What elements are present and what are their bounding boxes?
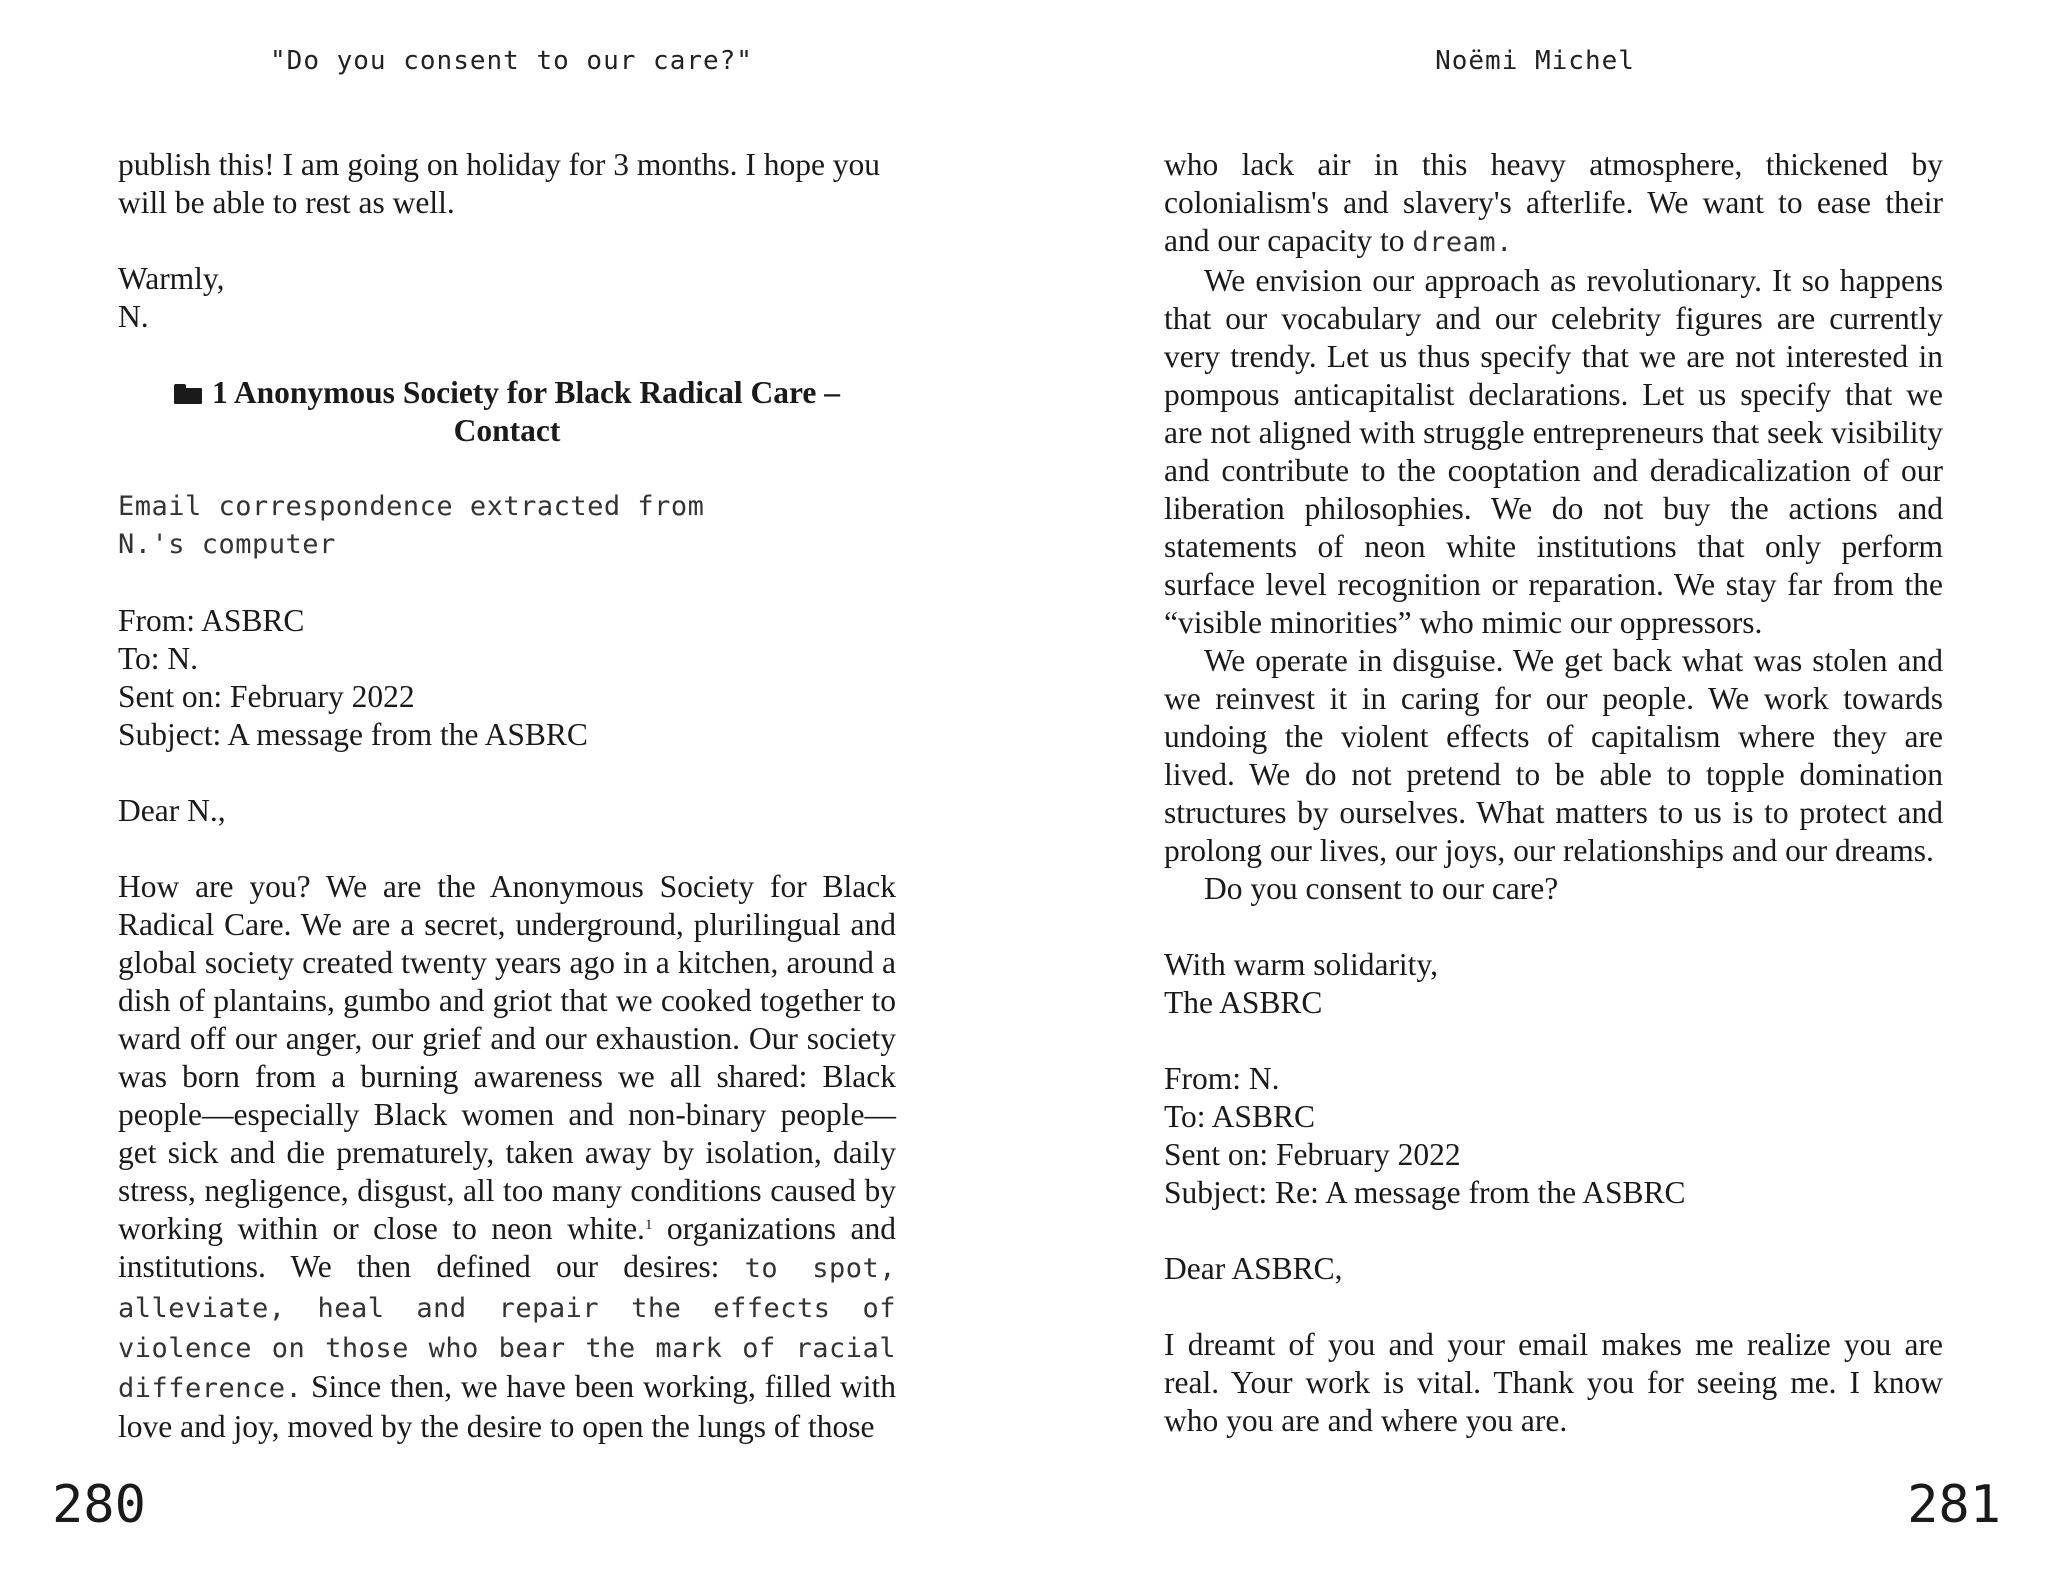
right-page [1023,0,2047,1575]
left-page [0,0,1023,1575]
email1-sent: Sent on: February 2022 [118,679,415,714]
signature-asbrc: The ASBRC [1164,985,1323,1020]
email1-subject: Subject: A message from the ASBRC [118,717,588,752]
opening-line-2: will be able to rest as well. [118,185,455,220]
email2-sent: Sent on: February 2022 [1164,1137,1461,1172]
page-number-right: 281 [1907,1475,2001,1535]
email2-subject: Subject: Re: A message from the ASBRC [1164,1175,1686,1210]
email2-salutation: Dear ASBRC, [1164,1251,1343,1286]
email2-from: From: N. [1164,1061,1280,1096]
running-head-left: "Do you consent to our care?" [270,46,753,76]
running-head-right: Noëmi Michel [1435,46,1635,76]
continuation-paragraph [1164,146,1943,262]
left-page-body [118,146,896,1446]
right-page-body [1164,146,1943,1440]
signature-n: N. [118,299,149,334]
paragraph-revolutionary: We envision our approach as revolutionary. It so happens that our vocabulary and our celebrity figures are currently very trendy. Let us thus specify that we are not interested in pompous anticapitalist declarations. Let us specify that we are not aligned with struggle entrepreneurs that seek visibility and contribute to the cooptation and deradicalization of our liberation philosophies. We do not buy the actions and statements of neon white institutions that only perform surface level recognition or reparation. We stay far from the “visible minorities” who mimic our oppressors. [1164,263,1943,640]
folder-icon [174,384,202,404]
email1-from: From: ASBRC [118,603,305,638]
email1-body-part2: organizations and institutions. We then defined our desires: [118,1211,897,1284]
continuation-mono: dream. [1412,227,1513,258]
email2-body: I dreamt of you and your email makes me realize you are real. Your work is vital. Thank you for seeing me. I know who you are and where you are. [1164,1327,1943,1438]
closing-solidarity: With warm solidarity, [1164,947,1439,982]
email1-to: To: N. [118,641,199,676]
email1-salutation: Dear N., [118,793,226,828]
section-heading [118,374,896,450]
consent-question: Do you consent to our care? [1204,871,1559,906]
section-heading-text: 1 Anonymous Society for Black Radical Care – Contact [212,375,840,448]
opening-line-1: publish this! I am going on holiday for 3 months. I hope you [118,147,881,182]
email1-body-part1: How are you? We are the Anonymous Society for Black Radical Care. We are a secret, underground, plurilingual and global society created twenty years ago in a kitchen, around a dish of plantains, gumbo and griot that we cooked together to ward off our anger, our grief and our exhaustion. Our society was born from a burning awareness we all shared: Black people—especially Black women and non-binary people—get sick and die prematurely, taken away by isolation, daily stress, negligence, disgust, all too many conditions caused by working within or close to neon white. [118,869,896,1246]
email2-to: To: ASBRC [1164,1099,1315,1134]
paragraph-disguise: We operate in disguise. We get back what was stolen and we reinvest it in caring for our people. We work towards undoing the violent effects of capitalism where they are lived. We do not pretend to be able to topple domination structures by ourselves. What matters to us is to protect and prolong our lives, our joys, our relationships and our dreams. [1164,643,1943,868]
closing-warmly: Warmly, [118,261,225,296]
email1-body-part3: Since then, we have been working, filled with love and joy, moved by the desire to open the lungs of those [118,1369,896,1444]
email1-body-mono: to spot, alleviate, heal and repair the effects of violence on those who bear the mark of racial difference. [118,1253,896,1404]
continuation-text: who lack air in this heavy atmosphere, thickened by colonialism's and slavery's afterlife. We want to ease their and our capacity to [1164,147,1943,258]
page-number-left: 280 [52,1475,146,1535]
email1-body [118,868,896,1446]
footnote-mark: 1 [644,1217,653,1233]
correspondence-note: Email correspondence extracted from N.'s computer [118,491,705,560]
